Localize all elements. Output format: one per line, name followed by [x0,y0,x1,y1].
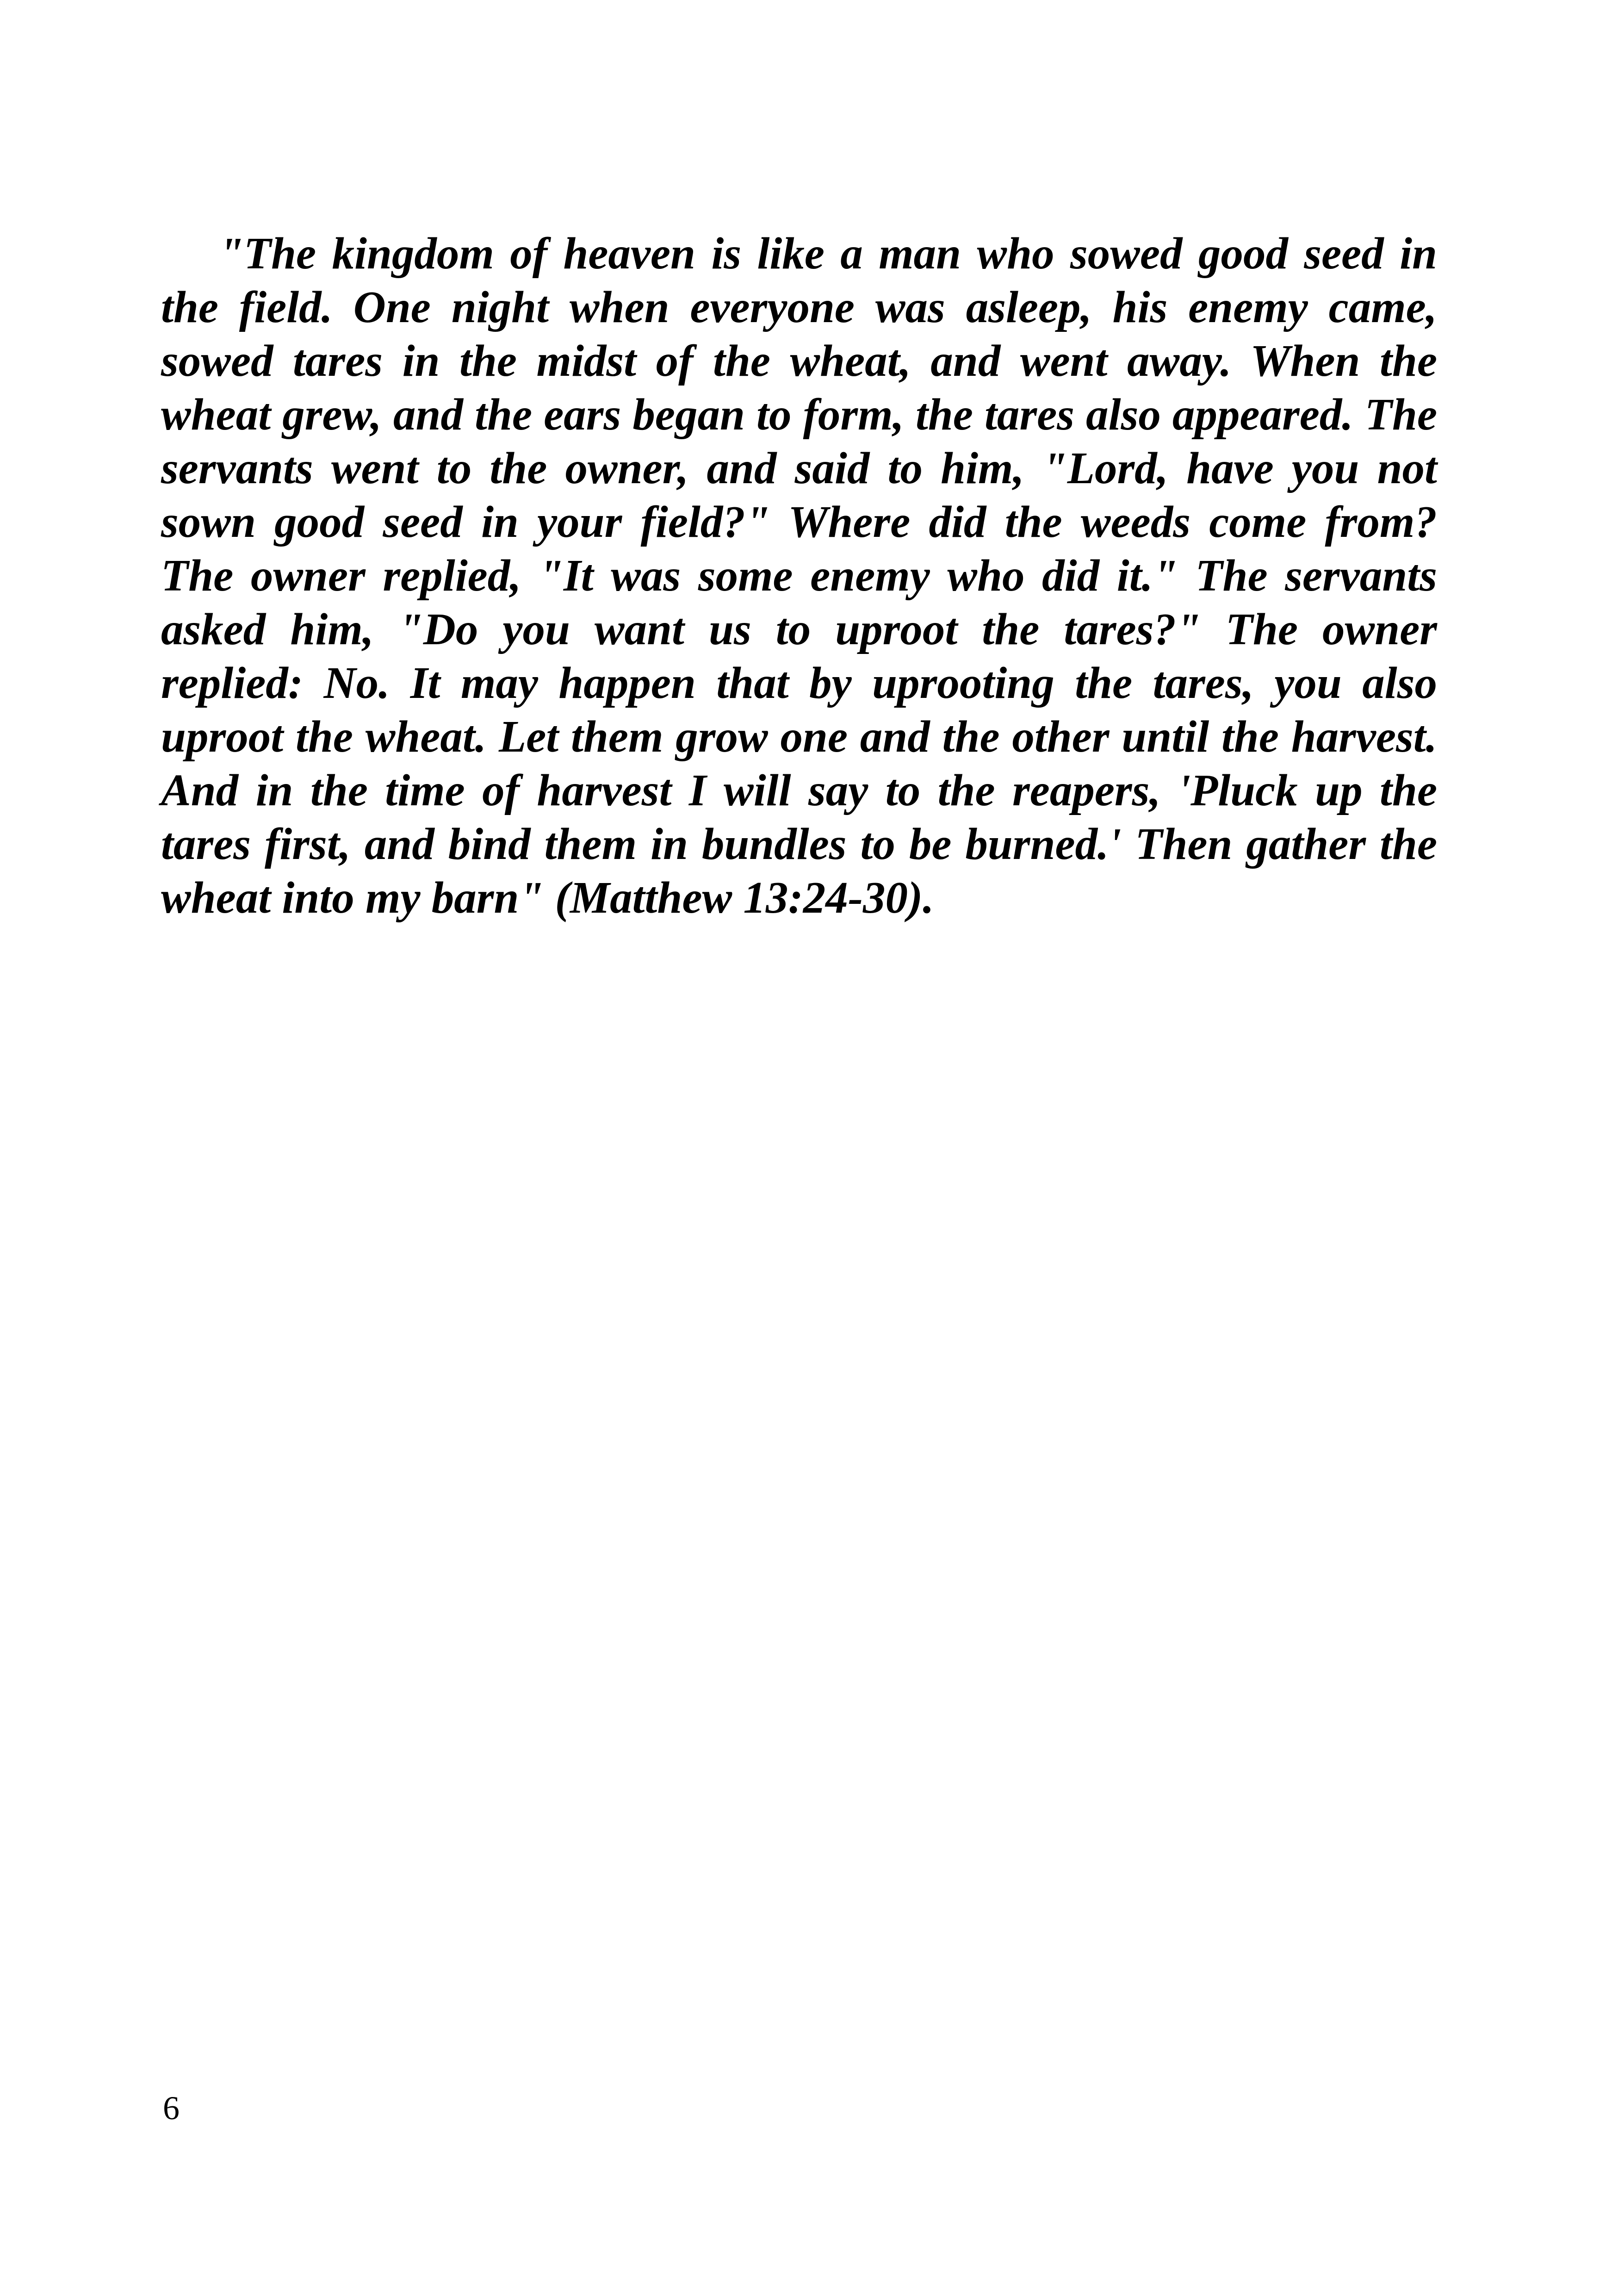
scripture-passage: "The kingdom of heaven is like a man who sowed good seed in the field. One night when everyone was asleep, his enemy came, sowed tares in the midst of the wheat, and went away. When the wheat grew, and the ears began to form, the tares also appeared. The servants went to the owner, and said to him, "Lord, have you not sown good seed in your field?" Where did the weeds come from? The owner replied, "It was some enemy who did it." The servants asked him, "Do you want us to uproot the tares?" The owner replied: No. It may happen that by uprooting the tares, you also uproot the wheat. Let them grow one and the other until the harvest. And in the time of harvest I will say to the reapers, 'Pluck up the tares first, and bind them in bundles to be burned.' Then gather the wheat into my barn" (Matthew 13:24-30). [161,229,1437,922]
page-number: 6 [163,2090,180,2127]
